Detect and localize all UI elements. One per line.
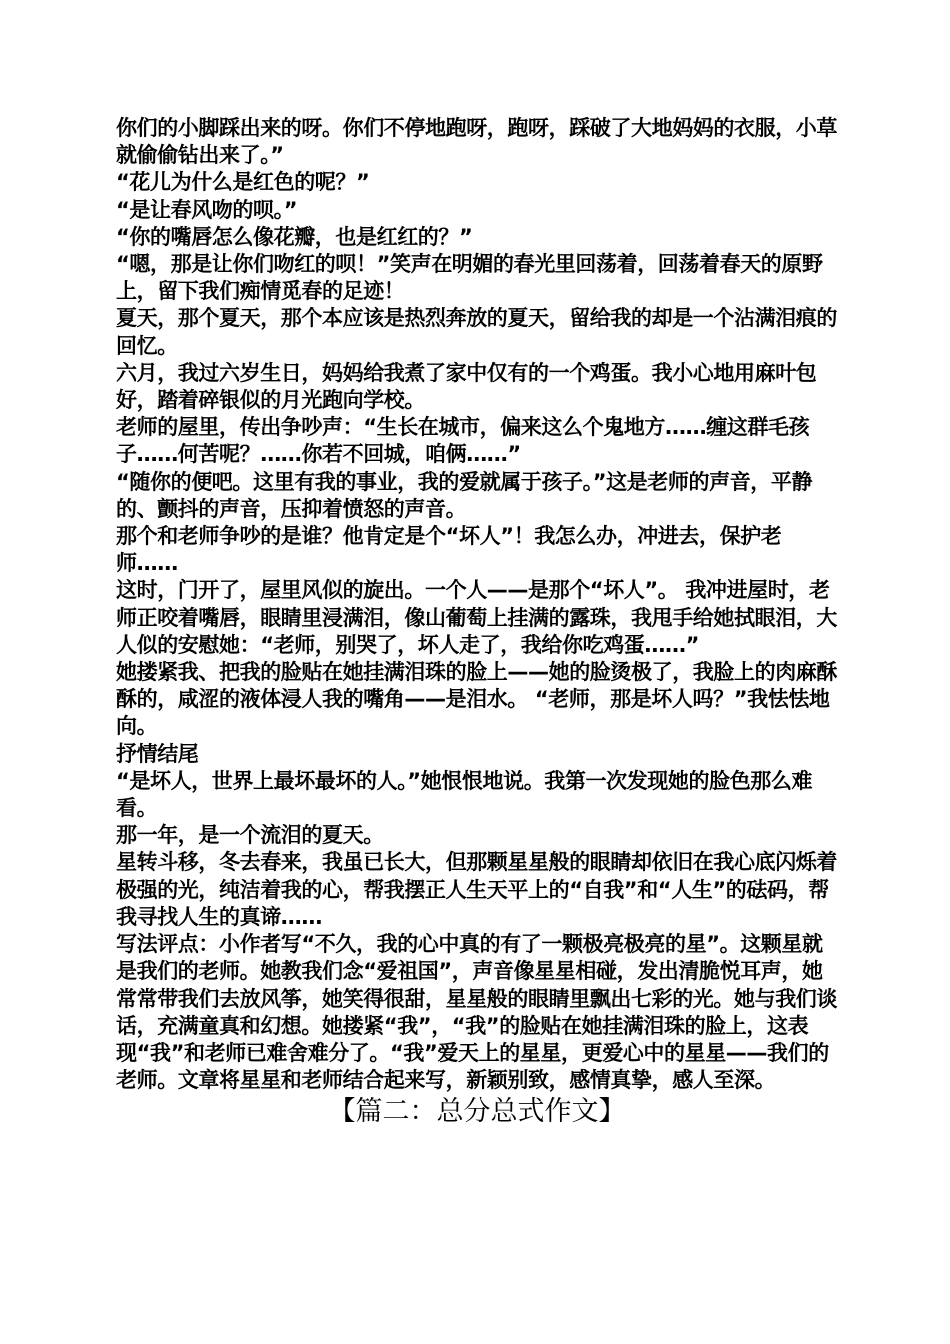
- document-page: [116, 115, 838, 1130]
- paragraph: 星转斗移，冬去春来，我虽已长大，但那颗星星般的眼睛却依旧在我心底闪烁着极强的光，纯洁着我的心，帮我摆正人生天平上的“自我”和“人生”的砝码，帮我寻找人生的真谛……: [116, 850, 837, 929]
- paragraph: 老师的屋里，传出争吵声：“生长在城市，偏来这么个鬼地方……缠这群毛孩子……何苦呢？……你若不回城，咱俩……”: [116, 415, 810, 467]
- paragraph: 那一年，是一个流泪的夏天。: [116, 823, 384, 848]
- paragraph: “随你的便吧。这里有我的事业，我的爱就属于孩子。”这是老师的声音，平静的、颤抖的声音，压抑着愤怒的声音。: [116, 469, 813, 521]
- paragraph: “花儿为什么是红色的呢？”: [116, 170, 370, 195]
- paragraph: 你们的小脚踩出来的呀。你们不停地跑呀，跑呀，踩破了大地妈妈的衣服，小草就偷偷钻出来了。”: [116, 116, 837, 168]
- paragraph: “是坏人，世界上最坏最坏的人。”她恨恨地说。我第一次发现她的脸色那么难看。: [116, 768, 813, 821]
- section-heading: 【篇二：总分总式作文】: [328, 1096, 626, 1128]
- paragraph: 她搂紧我、把我的脸贴在她挂满泪珠的脸上——她的脸烫极了，我脸上的肉麻酥酥的，咸涩的液体浸人我的嘴角——是泪水。 “老师，那是坏人吗？”我怯怯地向。: [116, 660, 837, 739]
- commentary-paragraph: 写法评点：小作者写“不久，我的心中真的有了一颗极亮极亮的星”。这颗星就是我们的老师。她教我们念“爱祖国”，声音像星星相碰，发出清脆悦耳声，她常常带我们去放风筝，她笑得很甜，星星般的眼睛里飘出七彩的光。她与我们谈话，充满童真和幻想。她搂紧“我”，“我”的脸贴在她挂满泪珠的脸上，这表现“我”和老师已难舍难分了。“我”爱天上的星星，更爱心中的星星——我们的老师。文章将星星和老师结合起来写，新颖别致，感情真挚，感人至深。: [116, 932, 837, 1093]
- paragraph: 六月，我过六岁生日，妈妈给我煮了家中仅有的一个鸡蛋。我小心地用麻叶包好，踏着碎银似的月光跑向学校。: [116, 360, 817, 413]
- paragraph: “是让春风吻的呗。”: [116, 197, 298, 222]
- section-subheading: 抒情结尾: [116, 741, 199, 766]
- paragraph: “你的嘴唇怎么像花瓣，也是红红的？”: [116, 224, 473, 249]
- paragraph: “嗯，那是让你们吻红的呗！”笑声在明媚的春光里回荡着，回荡着春天的原野上，留下我们痴情觅春的足迹！: [116, 252, 823, 304]
- paragraph: 那个和老师争吵的是谁？他肯定是个“坏人”！我怎么办，冲进去，保护老师……: [116, 524, 782, 576]
- paragraph: 夏天，那个夏天，那个本应该是热烈奔放的夏天，留给我的却是一个沾满泪痕的回忆。: [116, 306, 837, 358]
- paragraph: 这时，门开了，屋里风似的旋出。一个人——是那个“坏人”。 我冲进屋时，老师正咬着嘴唇，眼睛里浸满泪，像山葡萄上挂满的露珠，我甩手给她拭眼泪，大人似的安慰她：“老师，别哭了，坏人走了，我给你吃鸡蛋……”: [116, 578, 837, 657]
